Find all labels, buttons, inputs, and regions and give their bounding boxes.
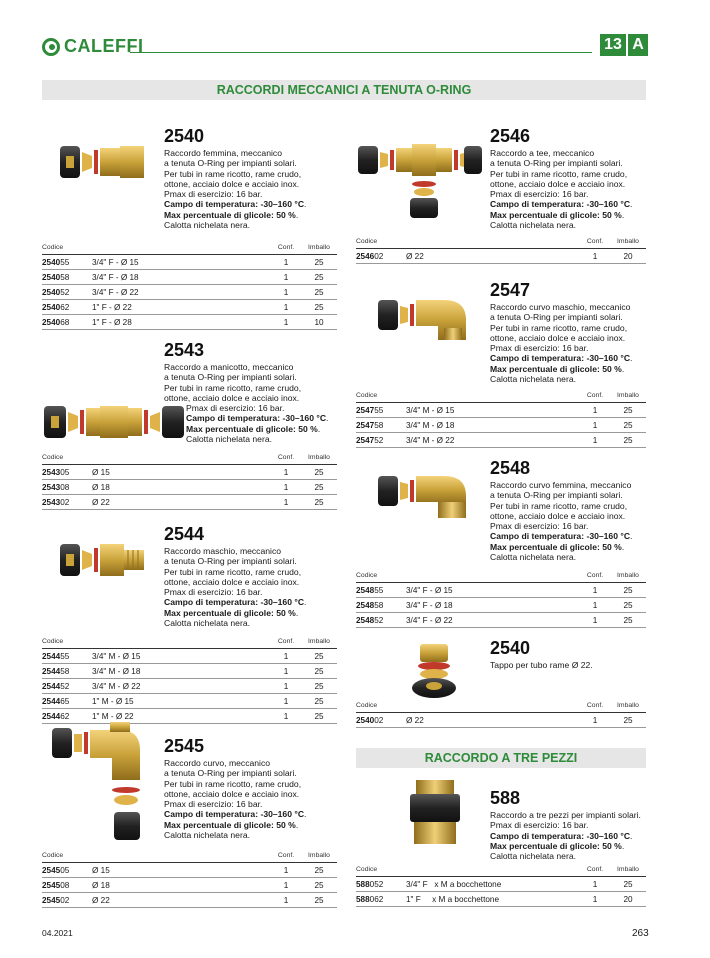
caleffi-logo: [42, 36, 144, 57]
product-code-2544: 2544: [164, 524, 205, 544]
section-band-oring: [42, 80, 646, 100]
product-2544-image: [58, 538, 148, 582]
desc-line: Raccordo a tre pezzi per impianti solari.: [490, 810, 641, 820]
temp-range: Campo di temperatura: -30–160 °C: [186, 413, 327, 424]
product-desc-2548: Raccordo curvo femmina, meccanico a tenuta O-Ring per impianti solari. Per tubi in rame ricotto, rame crudo, ottone, acciaio dolce e acciaio inox. Pmax di esercizio: 16 bar. Campo di temperatura: -30–160 °C. Max percentuale di glicole: 50 %. Calotta nichelata nera.: [490, 480, 633, 563]
table-row: 254458 3/4" M - Ø 18 1 25: [42, 664, 337, 679]
desc-line: a tenuta O-Ring per impianti solari.: [164, 556, 297, 567]
table-2540-cap: [356, 698, 646, 728]
desc-line: Per tubi in rame ricotto, rame crudo,: [164, 382, 302, 393]
desc-line: Per tubi in rame ricotto, rame crudo,: [164, 566, 302, 577]
page-number: 263: [632, 928, 649, 939]
desc-line: Per tubi in rame ricotto, rame crudo,: [490, 500, 628, 511]
temp-range: Campo di temperatura: -30–160 °C: [490, 830, 631, 841]
table-row: 254858 3/4" F - Ø 18 1 25: [356, 598, 646, 613]
product-2545-image: [50, 720, 150, 845]
product-desc-2540: Raccordo femmina, meccanico a tenuta O-Ring per impianti solari. Per tubi in rame ricotto, rame crudo, ottone, acciaio dolce e acciaio inox. Pmax di esercizio: 16 bar. Campo di temperatura: -30–160 °C. Max percentuale di glicole: 50 %. Calotta nichelata nera.: [164, 148, 307, 231]
product-588-image: [400, 778, 470, 848]
product-code-2540: 2540: [164, 126, 205, 146]
desc-line: Calotta nichelata nera.: [164, 220, 250, 231]
table-row: 254752 3/4" M - Ø 22 1 25: [356, 433, 646, 448]
desc-line: Per tubi in rame ricotto, rame crudo,: [164, 778, 302, 789]
product-code-2543: 2543: [164, 340, 205, 360]
table-row: 254302 Ø 22 1 25: [42, 495, 337, 510]
glycol-max: Max percentuale di glicole: 50 %: [490, 363, 622, 374]
temp-range: Campo di temperatura: -30–160 °C: [490, 531, 631, 542]
table-row: 254055 3/4" F - Ø 15 1 25: [42, 255, 337, 270]
desc-line: ottone, acciaio dolce e acciaio inox.: [164, 392, 300, 403]
chapter-letter: A: [628, 34, 648, 56]
product-desc-2543: Raccordo a manicotto, meccanico a tenuta O-Ring per impianti solari. Per tubi in rame ricotto, rame crudo, ottone, acciaio dolce e acciaio inox. Pmax di esercizio: 16 bar. Campo di temperatura: -30–160 °C. Max percentuale di glicole: 50 %. Calotta nichelata nera.: [164, 362, 329, 445]
col-imballo: Imballo: [308, 243, 330, 251]
table-2540: [42, 240, 337, 330]
table-header: Codice Conf. Imballo: [356, 234, 646, 249]
desc-line: Raccordo curvo femmina, meccanico: [490, 480, 632, 490]
glycol-max: Max percentuale di glicole: 50 %: [164, 607, 296, 618]
footer-date: 04.2021: [42, 928, 73, 938]
temp-range: Campo di temperatura: -30–160 °C: [164, 199, 305, 210]
table-header: Codice Conf. Imballo: [42, 634, 337, 649]
table-row: 254305 Ø 15 1 25: [42, 465, 337, 480]
glycol-max: Max percentuale di glicole: 50 %: [490, 209, 622, 220]
product-desc-2544: Raccordo maschio, meccanico a tenuta O-Ring per impianti solari. Per tubi in rame ricotto, rame crudo, ottone, acciaio dolce e acciaio inox. Pmax di esercizio: 16 bar. Campo di temperatura: -30–160 °C. Max percentuale di glicole: 50 %. Calotta nichelata nera.: [164, 546, 307, 629]
table-row: 588062 1" F x M a bocchettone 1 20: [356, 892, 646, 907]
glycol-max: Max percentuale di glicole: 50 %: [490, 840, 622, 851]
desc-line: Calotta nichelata nera.: [490, 374, 576, 385]
section-band-three-piece: [356, 748, 646, 768]
section-title-oring: RACCORDI MECCANICI A TENUTA O-RING: [216, 83, 472, 97]
desc-line: ottone, acciaio dolce e acciaio inox.: [164, 788, 300, 799]
desc-line: Per tubi in rame ricotto, rame crudo,: [490, 168, 628, 179]
desc-line: Pmax di esercizio: 16 bar.: [490, 343, 589, 354]
col-code: Codice: [42, 243, 64, 251]
desc-line: Calotta nichelata nera.: [164, 618, 250, 629]
desc-line: a tenuta O-Ring per impianti solari.: [164, 768, 297, 779]
glycol-max: Max percentuale di glicole: 50 %: [164, 209, 296, 220]
table-row: 588052 3/4" F x M a bocchettone 1 25: [356, 877, 646, 892]
desc-line: Raccordo a tee, meccanico: [490, 148, 595, 158]
table-row: 254068 1" F - Ø 28 1 10: [42, 315, 337, 330]
product-code-2548: 2548: [490, 458, 531, 478]
desc-line: Per tubi in rame ricotto, rame crudo,: [490, 322, 628, 333]
table-row: 254062 1" F - Ø 22 1 25: [42, 300, 337, 315]
table-header: Codice Conf. Imballo: [42, 450, 337, 465]
product-code-2546: 2546: [490, 126, 531, 146]
table-row: 254462 1" M - Ø 22 1 25: [42, 709, 337, 724]
chapter-number: 13: [600, 34, 626, 56]
product-2548-image: [376, 470, 476, 520]
desc-line: ottone, acciaio dolce e acciaio inox.: [164, 178, 300, 189]
table-row: 254508 Ø 18 1 25: [42, 878, 337, 893]
product-desc-2540-cap: Tappo per tubo rame Ø 22.: [490, 660, 593, 670]
table-588: [356, 862, 646, 907]
product-2546-image: [356, 140, 484, 220]
desc-line: Pmax di esercizio: 16 bar.: [164, 189, 263, 200]
table-row: 254505 Ø 15 1 25: [42, 863, 337, 878]
product-code-588: 588: [490, 788, 521, 808]
desc-line: Raccordo femmina, meccanico: [164, 148, 282, 158]
desc-line: ottone, acciaio dolce e acciaio inox.: [164, 576, 300, 587]
desc-line: ottone, acciaio dolce e acciaio inox.: [490, 178, 626, 189]
product-desc-2545: Raccordo curvo, meccanico a tenuta O-Ring per impianti solari. Per tubi in rame ricotto, rame crudo, ottone, acciaio dolce e acciaio inox. Pmax di esercizio: 16 bar. Campo di temperatura: -30–160 °C. Max percentuale di glicole: 50 %. Calotta nichelata nera.: [164, 758, 307, 841]
table-2548: [356, 568, 646, 628]
table-header: [42, 240, 337, 255]
product-2540-image: [58, 140, 148, 184]
desc-line: Calotta nichelata nera.: [186, 434, 272, 445]
table-row: 254452 3/4" M - Ø 22 1 25: [42, 679, 337, 694]
table-header: Codice Conf. Imballo: [356, 862, 646, 877]
desc-line: Raccordo curvo maschio, meccanico: [490, 302, 631, 312]
glycol-max: Max percentuale di glicole: 50 %: [490, 541, 622, 552]
desc-line: ottone, acciaio dolce e acciaio inox.: [490, 332, 626, 343]
desc-line: Pmax di esercizio: 16 bar.: [490, 189, 589, 200]
temp-range: Campo di temperatura: -30–160 °C: [490, 353, 631, 364]
desc-line: Pmax di esercizio: 16 bar.: [490, 820, 589, 831]
desc-line: a tenuta O-Ring per impianti solari.: [490, 158, 623, 169]
col-conf: Conf.: [277, 243, 295, 251]
product-2547-image: [376, 294, 476, 342]
desc-line: a tenuta O-Ring per impianti solari.: [164, 372, 297, 383]
table-header: Codice Conf. Imballo: [356, 568, 646, 583]
table-header: Codice Conf. Imballo: [356, 388, 646, 403]
product-code-2540-cap: 2540: [490, 638, 531, 658]
desc-line: Raccordo curvo, meccanico: [164, 758, 271, 768]
desc-line: Raccordo a manicotto, meccanico: [164, 362, 294, 372]
desc-line: ottone, acciaio dolce e acciaio inox.: [490, 510, 626, 521]
table-row: 254058 3/4" F - Ø 18 1 25: [42, 270, 337, 285]
table-2546: [356, 234, 646, 264]
product-desc-2547: Raccordo curvo maschio, meccanico a tenuta O-Ring per impianti solari. Per tubi in rame ricotto, rame crudo, ottone, acciaio dolce e acciaio inox. Pmax di esercizio: 16 bar. Campo di temperatura: -30–160 °C. Max percentuale di glicole: 50 %. Calotta nichelata nera.: [490, 302, 633, 385]
glycol-max: Max percentuale di glicole: 50 %: [164, 819, 296, 830]
table-row: 254602 Ø 22 1 20: [356, 249, 646, 264]
table-row: 254455 3/4" M - Ø 15 1 25: [42, 649, 337, 664]
table-row: 254308 Ø 18 1 25: [42, 480, 337, 495]
temp-range: Campo di temperatura: -30–160 °C: [164, 809, 305, 820]
table-2547: [356, 388, 646, 448]
table-row: 254002 Ø 22 1 25: [356, 713, 646, 728]
desc-line: Pmax di esercizio: 16 bar.: [186, 403, 285, 414]
desc-line: Pmax di esercizio: 16 bar.: [490, 521, 589, 532]
glycol-max: Max percentuale di glicole: 50 %: [186, 423, 318, 434]
section-title-three-piece: RACCORDO A TRE PEZZI: [424, 751, 578, 765]
desc-line: Raccordo maschio, meccanico: [164, 546, 282, 556]
product-code-2547: 2547: [490, 280, 531, 300]
product-desc-2546: Raccordo a tee, meccanico a tenuta O-Ring per impianti solari. Per tubi in rame ricotto, rame crudo, ottone, acciaio dolce e acciaio inox. Pmax di esercizio: 16 bar. Campo di temperatura: -30–160 °C. Max percentuale di glicole: 50 %. Calotta nichelata nera.: [490, 148, 633, 231]
brand-name: CALEFFI: [64, 36, 144, 56]
temp-range: Campo di temperatura: -30–160 °C: [164, 597, 305, 608]
table-row: 254852 3/4" F - Ø 22 1 25: [356, 613, 646, 628]
product-code-2545: 2545: [164, 736, 205, 756]
desc-line: Calotta nichelata nera.: [164, 830, 250, 841]
table-row: 254755 3/4" M - Ø 15 1 25: [356, 403, 646, 418]
caleffi-logo-icon: [42, 38, 60, 56]
desc-line: Pmax di esercizio: 16 bar.: [164, 587, 263, 598]
desc-line: Calotta nichelata nera.: [490, 220, 576, 231]
product-2540-cap-image: [404, 642, 464, 702]
desc-line: a tenuta O-Ring per impianti solari.: [490, 490, 623, 501]
desc-line: Calotta nichelata nera.: [490, 552, 576, 563]
table-2543: [42, 450, 337, 510]
table-row: 254465 1" M - Ø 15 1 25: [42, 694, 337, 709]
table-header: Codice Conf. Imballo: [42, 848, 337, 863]
table-row: 254855 3/4" F - Ø 15 1 25: [356, 583, 646, 598]
desc-line: a tenuta O-Ring per impianti solari.: [490, 312, 623, 323]
header-rule: [130, 52, 592, 53]
table-2544: [42, 634, 337, 724]
desc-line: Per tubi in rame ricotto, rame crudo,: [164, 168, 302, 179]
product-desc-588: Raccordo a tre pezzi per impianti solari. Pmax di esercizio: 16 bar. Campo di temperatura: -30–160 °C. Max percentuale di glicole: 50 %. Calotta nichelata nera.: [490, 810, 641, 862]
table-row: 254758 3/4" M - Ø 18 1 25: [356, 418, 646, 433]
table-row: 254502 Ø 22 1 25: [42, 893, 337, 908]
desc-line: Pmax di esercizio: 16 bar.: [164, 799, 263, 810]
temp-range: Campo di temperatura: -30–160 °C: [490, 199, 631, 210]
desc-line: a tenuta O-Ring per impianti solari.: [164, 158, 297, 169]
table-2545: [42, 848, 337, 908]
desc-line: Calotta nichelata nera.: [490, 851, 576, 862]
table-header: Codice Conf. Imballo: [356, 698, 646, 713]
table-row: 254052 3/4" F - Ø 22 1 25: [42, 285, 337, 300]
